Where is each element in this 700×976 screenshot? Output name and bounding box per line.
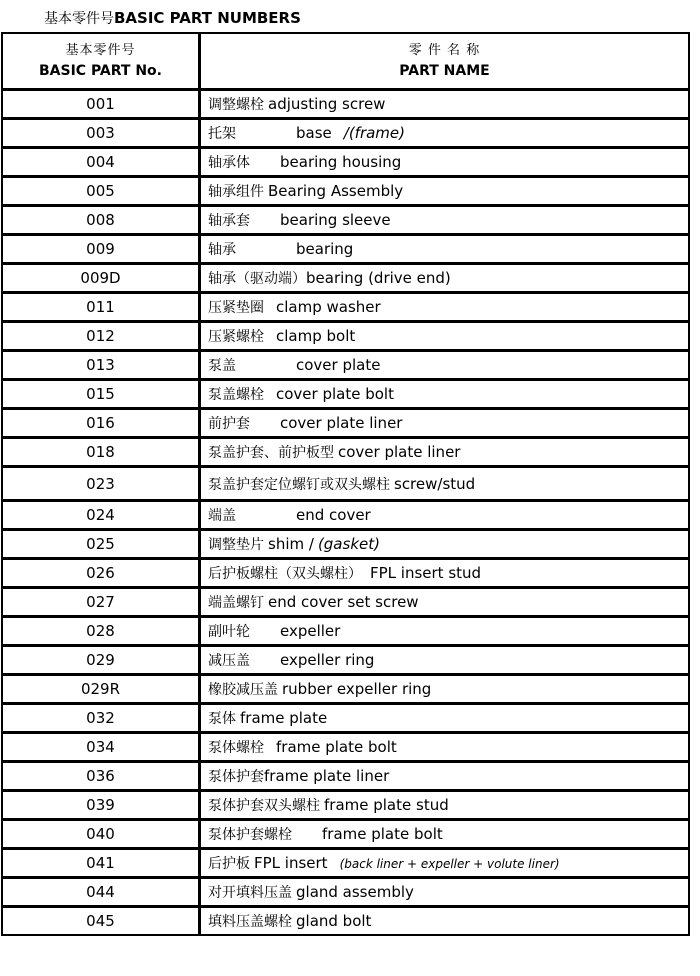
- part-name: [199, 236, 688, 265]
- part-name-zh: 后护板螺柱（双头螺柱）: [208, 566, 362, 582]
- part-number: 044: [3, 879, 199, 908]
- table-row: [3, 676, 688, 705]
- header-part-name-en: PART NAME: [399, 63, 490, 79]
- part-name-en: adjusting screw: [268, 95, 386, 113]
- part-name: [199, 323, 688, 352]
- part-number: 005: [3, 178, 199, 207]
- table-row: [3, 821, 688, 850]
- part-name-zh: 压紧垫圈: [208, 300, 264, 316]
- table-row: [3, 647, 688, 676]
- part-number: 009D: [3, 265, 199, 294]
- part-name-zh: 对开填料压盖: [208, 885, 292, 901]
- part-name: [199, 850, 688, 879]
- part-number: 015: [3, 381, 199, 410]
- part-name: [199, 531, 688, 560]
- part-number: 009: [3, 236, 199, 265]
- table-row: [3, 705, 688, 734]
- part-number: 016: [3, 410, 199, 439]
- part-name-zh: 泵盖螺栓: [208, 387, 264, 403]
- part-name-zh: 端盖螺钉: [208, 595, 264, 611]
- part-number: 018: [3, 439, 199, 468]
- table-row: [3, 294, 688, 323]
- table-row: [3, 410, 688, 439]
- part-name-en: FPL insert stud: [370, 564, 482, 582]
- part-name-zh: 轴承组件: [208, 184, 264, 200]
- page-title-en: BASIC PART NUMBERS: [114, 9, 301, 27]
- part-number: 032: [3, 705, 199, 734]
- part-name-zh: 后护板: [208, 856, 250, 872]
- part-name: [199, 560, 688, 589]
- part-name-en: base: [296, 124, 332, 142]
- table-row: [3, 178, 688, 207]
- part-name-en: cover plate bolt: [276, 385, 394, 403]
- part-name: [199, 589, 688, 618]
- part-name-en: frame plate stud: [324, 796, 449, 814]
- part-name-en: cover plate liner: [280, 414, 403, 432]
- table-row: [3, 908, 688, 934]
- part-name-en: bearing sleeve: [280, 211, 391, 229]
- part-number: 004: [3, 149, 199, 178]
- table-row: [3, 589, 688, 618]
- header-part-no: [3, 34, 199, 91]
- part-name: [199, 149, 688, 178]
- part-number: 040: [3, 821, 199, 850]
- parts-table: [1, 32, 690, 936]
- page-title-zh: 基本零件号: [44, 11, 114, 27]
- part-number: 024: [3, 502, 199, 531]
- table-row: [3, 734, 688, 763]
- part-name-en: bearing: [296, 240, 354, 258]
- part-name-en: expeller ring: [280, 651, 375, 669]
- table-row: [3, 265, 688, 294]
- part-name-zh: 压紧螺栓: [208, 329, 264, 345]
- part-name-zh: 减压盖: [208, 653, 250, 669]
- part-name: [199, 792, 688, 821]
- part-number: 029: [3, 647, 199, 676]
- part-name: [199, 381, 688, 410]
- part-name-en: end cover: [296, 506, 371, 524]
- part-number: 023: [3, 468, 199, 502]
- part-name: [199, 294, 688, 323]
- table-row: [3, 531, 688, 560]
- part-name: [199, 178, 688, 207]
- part-name-en: bearing housing: [280, 153, 402, 171]
- table-row: [3, 560, 688, 589]
- part-name-zh: 轴承体: [208, 155, 250, 171]
- table-row: [3, 207, 688, 236]
- part-number: 039: [3, 792, 199, 821]
- part-name: [199, 120, 688, 149]
- part-name-en: bearing (drive end): [306, 269, 451, 287]
- table-row: [3, 792, 688, 821]
- part-name-zh: 前护套: [208, 416, 250, 432]
- part-name-zh: 端盖: [208, 508, 236, 524]
- part-name-en: frame plate bolt: [276, 738, 397, 756]
- part-name: [199, 352, 688, 381]
- part-number: 013: [3, 352, 199, 381]
- part-name-zh: 调整螺栓: [208, 97, 264, 113]
- part-name: [199, 207, 688, 236]
- table-row: [3, 352, 688, 381]
- header-part-name: [199, 34, 688, 91]
- part-name-en: frame plate liner: [264, 767, 390, 785]
- header-part-no-en: BASIC PART No.: [39, 63, 162, 79]
- part-name: [199, 734, 688, 763]
- part-name-en: frame plate bolt: [322, 825, 443, 843]
- table-row: [3, 149, 688, 178]
- part-number: 029R: [3, 676, 199, 705]
- header-part-no-zh: 基本零件号: [65, 43, 136, 58]
- part-name-zh: 泵体螺栓: [208, 740, 264, 756]
- part-name-en: Bearing Assembly: [268, 182, 404, 200]
- part-name-zh: 轴承套: [208, 213, 250, 229]
- table-row: [3, 879, 688, 908]
- table-row: [3, 850, 688, 879]
- part-number: 008: [3, 207, 199, 236]
- part-name: [199, 879, 688, 908]
- part-number: 034: [3, 734, 199, 763]
- table-row: [3, 120, 688, 149]
- part-name-zh: 托架: [208, 126, 236, 142]
- part-name-en: gland assembly: [296, 883, 414, 901]
- part-number: 001: [3, 91, 199, 120]
- table-row: [3, 381, 688, 410]
- part-name-zh: 调整垫片: [208, 537, 264, 553]
- part-name-zh: 橡胶减压盖: [208, 682, 278, 698]
- part-name: [199, 676, 688, 705]
- table-row: [3, 468, 688, 502]
- part-name: [199, 705, 688, 734]
- part-number: 028: [3, 618, 199, 647]
- part-name-en: gland bolt: [296, 912, 372, 930]
- part-number: 036: [3, 763, 199, 792]
- part-name-en: FPL insert: [254, 854, 328, 872]
- part-name-extra: (gasket): [317, 535, 380, 553]
- part-name: [199, 763, 688, 792]
- part-name-en: frame plate: [240, 709, 328, 727]
- part-name-extra: /(frame): [343, 124, 406, 142]
- part-name: [199, 410, 688, 439]
- page-title: [44, 8, 301, 28]
- part-name-zh: 泵盖护套、前护板型: [208, 445, 334, 461]
- part-number: 026: [3, 560, 199, 589]
- part-name-en: rubber expeller ring: [282, 680, 432, 698]
- part-number: 041: [3, 850, 199, 879]
- table-row: [3, 91, 688, 120]
- table-row: [3, 502, 688, 531]
- table-row: [3, 323, 688, 352]
- part-number: 025: [3, 531, 199, 560]
- table-row: [3, 763, 688, 792]
- part-name-en: clamp washer: [276, 298, 381, 316]
- part-name: [199, 439, 688, 468]
- header-part-name-zh: 零 件 名 称: [408, 43, 481, 58]
- part-name: [199, 647, 688, 676]
- part-name-note: (back liner + expeller + volute liner): [339, 857, 560, 871]
- part-name: [199, 821, 688, 850]
- table-row: [3, 618, 688, 647]
- part-name-zh: 填料压盖螺栓: [208, 914, 292, 930]
- part-name-en: clamp bolt: [276, 327, 356, 345]
- part-number: 012: [3, 323, 199, 352]
- part-name-en: end cover set screw: [268, 593, 419, 611]
- part-name-zh: 泵体: [208, 711, 236, 727]
- table-row: [3, 439, 688, 468]
- part-name-en: screw/stud: [394, 474, 476, 493]
- part-name: [199, 502, 688, 531]
- part-name-en: shim /: [268, 535, 314, 553]
- part-number: 003: [3, 120, 199, 149]
- part-name-zh: 轴承（驱动端）: [208, 271, 306, 287]
- part-number: 027: [3, 589, 199, 618]
- part-name-en: expeller: [280, 622, 341, 640]
- table-row: [3, 236, 688, 265]
- part-name-en: cover plate: [296, 356, 381, 374]
- part-number: 045: [3, 908, 199, 934]
- part-name-zh: 泵体护套: [208, 769, 264, 785]
- part-name: [199, 265, 688, 294]
- part-number: 011: [3, 294, 199, 323]
- part-name-zh: 泵盖: [208, 358, 236, 374]
- part-name-en: cover plate liner: [338, 443, 461, 461]
- part-name: [199, 91, 688, 120]
- part-name: [199, 908, 688, 934]
- part-name-zh: 泵体护套双头螺柱: [208, 798, 320, 814]
- table-header-row: [3, 34, 688, 91]
- part-name: [199, 468, 688, 502]
- part-name-zh: 泵体护套螺栓: [208, 827, 292, 843]
- part-name: [199, 618, 688, 647]
- part-name-zh: 副叶轮: [208, 624, 250, 640]
- part-name-zh: 轴承: [208, 242, 236, 258]
- part-name-zh: 泵盖护套定位螺钉或双头螺柱: [208, 476, 390, 493]
